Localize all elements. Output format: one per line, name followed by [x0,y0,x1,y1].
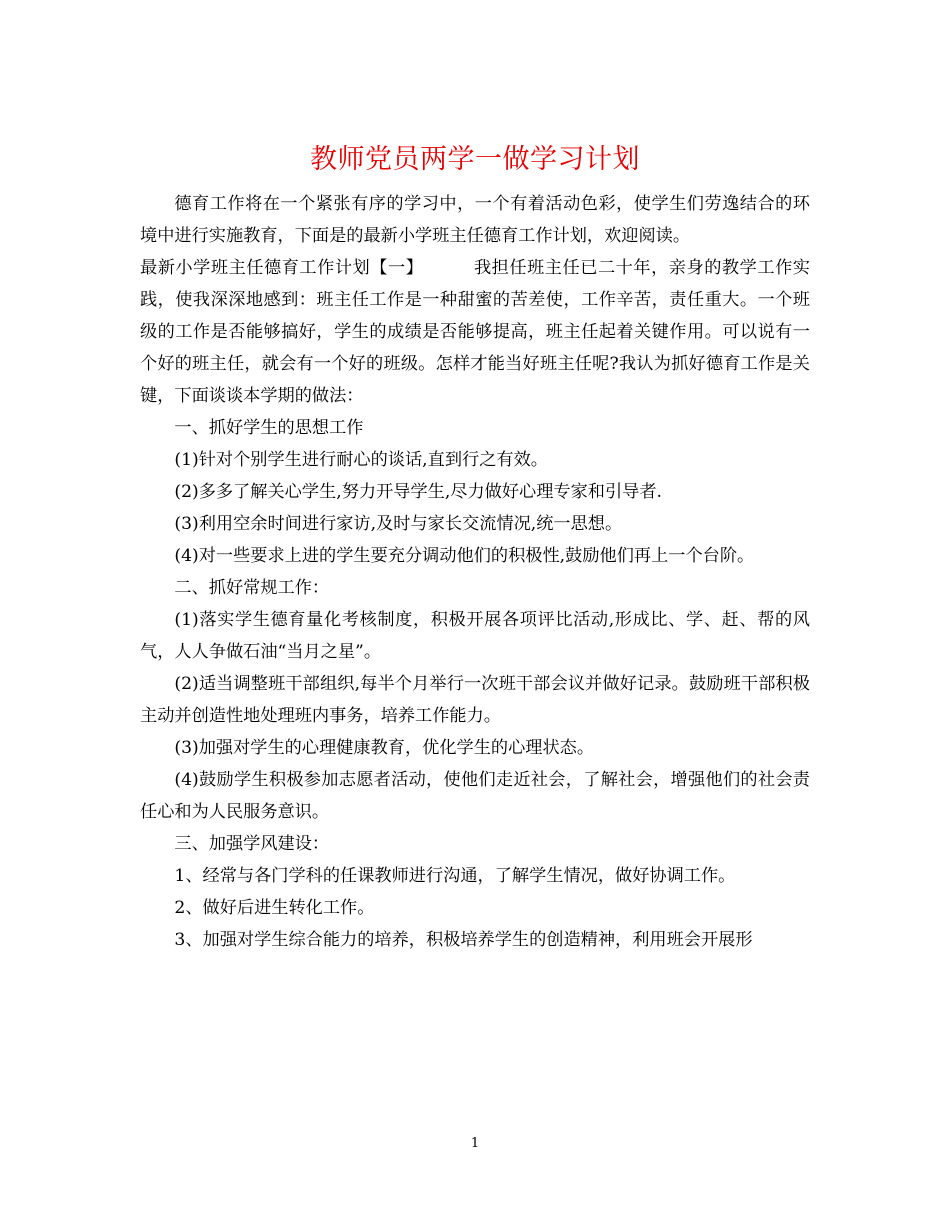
section3-item-2: 2、做好后进生转化工作。 [174,898,375,918]
plan-heading: 最新小学班主任德育工作计划【一】 [140,258,424,278]
section2-heading: 二、抓好常规工作： [174,578,330,598]
document-body [140,188,810,956]
section2-item-2: (2)适当调整班干部组织,每半个月举行一次班干部会议并做好记录。鼓励班干部积极主动并创造性地处理班内事务，培养工作能力。 [140,674,810,726]
section1-heading: 一、抓好学生的思想工作 [174,418,364,438]
section3-item-1: 1、经常与各门学科的任课教师进行沟通，了解学生情况，做好协调工作。 [174,866,736,886]
section2-item-4: (4)鼓励学生积极参加志愿者活动，使他们走近社会，了解社会，增强他们的社会责任心和为人民服务意识。 [140,770,810,822]
section2-item-1: (1)落实学生德育量化考核制度，积极开展各项评比活动,形成比、学、赶、帮的风气，人人争做石油“当月之星”。 [140,610,810,662]
section3-heading: 三、加强学风建设： [174,834,330,854]
intro-paragraph: 德育工作将在一个紧张有序的学习中，一个有着活动色彩，使学生们劳逸结合的环境中进行实施教育，下面是的最新小学班主任德育工作计划，欢迎阅读。 [140,194,810,246]
section1-item-1: (1)针对个别学生进行耐心的谈话,直到行之有效。 [174,450,548,470]
section3-item-3: 3、加强对学生综合能力的培养，积极培养学生的创造精神，利用班会开展形 [174,930,753,950]
plan-paragraph [140,252,810,412]
section2-item-3: (3)加强对学生的心理健康教育，优化学生的心理状态。 [174,738,595,758]
page-number: 1 [470,1136,480,1151]
section1-item-2: (2)多多了解关心学生,努力开导学生,尽力做好心理专家和引导者. [174,482,663,502]
section1-item-4: (4)对一些要求上进的学生要充分调动他们的积极性,鼓励他们再上一个台阶。 [174,546,755,566]
document-title: 教师党员两学一做学习计划 [310,144,640,175]
plan-intro-text: 我担任班主任已二十年，亲身的教学工作实践，使我深深地感到：班主任工作是一种甜蜜的苦差使，工作辛苦，责任重大。一个班级的工作是否能够搞好，学生的成绩是否能够提高，班主任起着关键作用。可以说有一个好的班主任，就会有一个好的班级。怎样才能当好班主任呢?我认为抓好德育工作是关键，下面谈谈本学期的做法： [140,258,810,406]
section1-item-3: (3)利用空余时间进行家访,及时与家长交流情况,统一思想。 [174,514,623,534]
